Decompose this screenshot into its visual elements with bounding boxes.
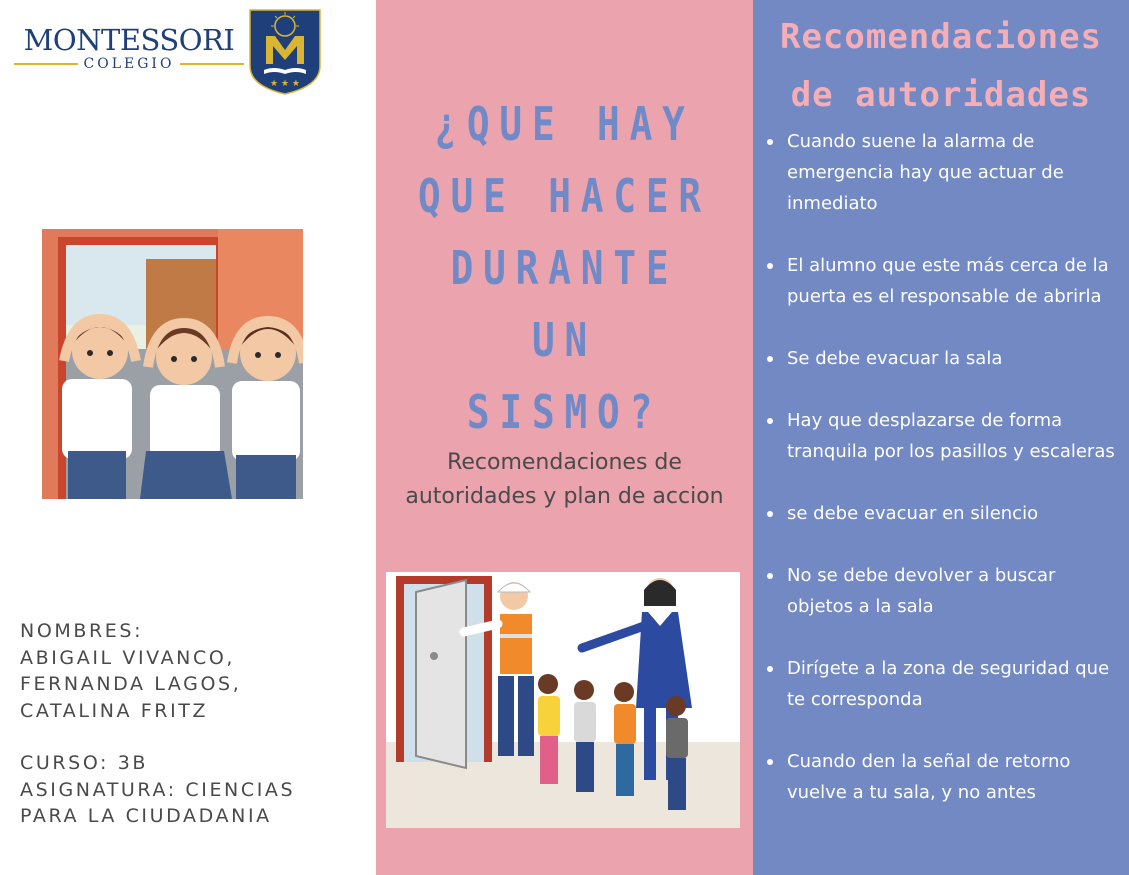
title-line-4: SISMO? (466, 385, 663, 439)
svg-text:★ ★ ★: ★ ★ ★ (270, 79, 300, 89)
title-line-2: QUE HACER (418, 169, 711, 223)
recommendations-title (753, 8, 1129, 124)
list-item: Dirígete a la zona de seguridad que te corresponda (765, 653, 1117, 715)
r-title-line-2: de autoridades (790, 75, 1092, 115)
kids-covering-heads-image (42, 229, 303, 499)
list-item: No se debe devolver a buscar objetos a la sala (765, 560, 1117, 622)
middle-panel (376, 0, 753, 875)
list-item: Cuando den la señal de retorno vuelve a tu sala, y no antes (765, 746, 1117, 808)
logo-name: MONTESSORI (23, 23, 235, 57)
r-title-line-1: Recomendaciones (779, 17, 1103, 57)
list-item: se debe evacuar en silencio (765, 498, 1117, 529)
logo-subtitle: COLEGIO (83, 56, 175, 72)
recommendations-list (765, 126, 1117, 808)
right-panel (753, 0, 1129, 875)
school-crest-icon (248, 8, 322, 96)
student-name-3: CATALINA FRITZ (20, 699, 209, 722)
logo-rule-left (14, 63, 78, 65)
student-name-1: ABIGAIL VIVANCO, (20, 646, 236, 669)
student-name-2: FERNANDA LAGOS, (20, 673, 242, 695)
names-label: NOMBRES: (20, 620, 144, 642)
logo-subtitle-row (14, 57, 244, 71)
spacer (20, 724, 360, 750)
list-item: El alumno que este más cerca de la puerta es el responsable de abrirla (765, 250, 1117, 312)
list-item: Se debe evacuar la sala (765, 343, 1117, 374)
list-item: Hay que desplazarse de forma tranquila por los pasillos y escaleras (765, 405, 1117, 467)
subtitle-line-1: Recomendaciones de (447, 450, 682, 475)
middle-subtitle (376, 446, 753, 514)
subtitle-line-2: autoridades y plan de accion (405, 484, 724, 509)
list-item: Cuando suene la alarma de emergencia hay que actuar de inmediato (765, 126, 1117, 219)
left-panel (0, 0, 376, 875)
logo-rule-right (180, 63, 244, 65)
subject-line-1: ASIGNATURA: CIENCIAS (20, 778, 296, 801)
evacuation-illustration-image (386, 572, 740, 828)
students-info (20, 618, 360, 830)
main-question-title (410, 88, 719, 448)
title-line-1: ¿QUE HAY (434, 97, 695, 151)
subject-line-2: PARA LA CIUDADANIA (20, 805, 272, 827)
school-logo (14, 23, 244, 72)
course-line: CURSO: 3B (20, 752, 149, 774)
title-line-3: DURANTE UN (450, 241, 679, 367)
